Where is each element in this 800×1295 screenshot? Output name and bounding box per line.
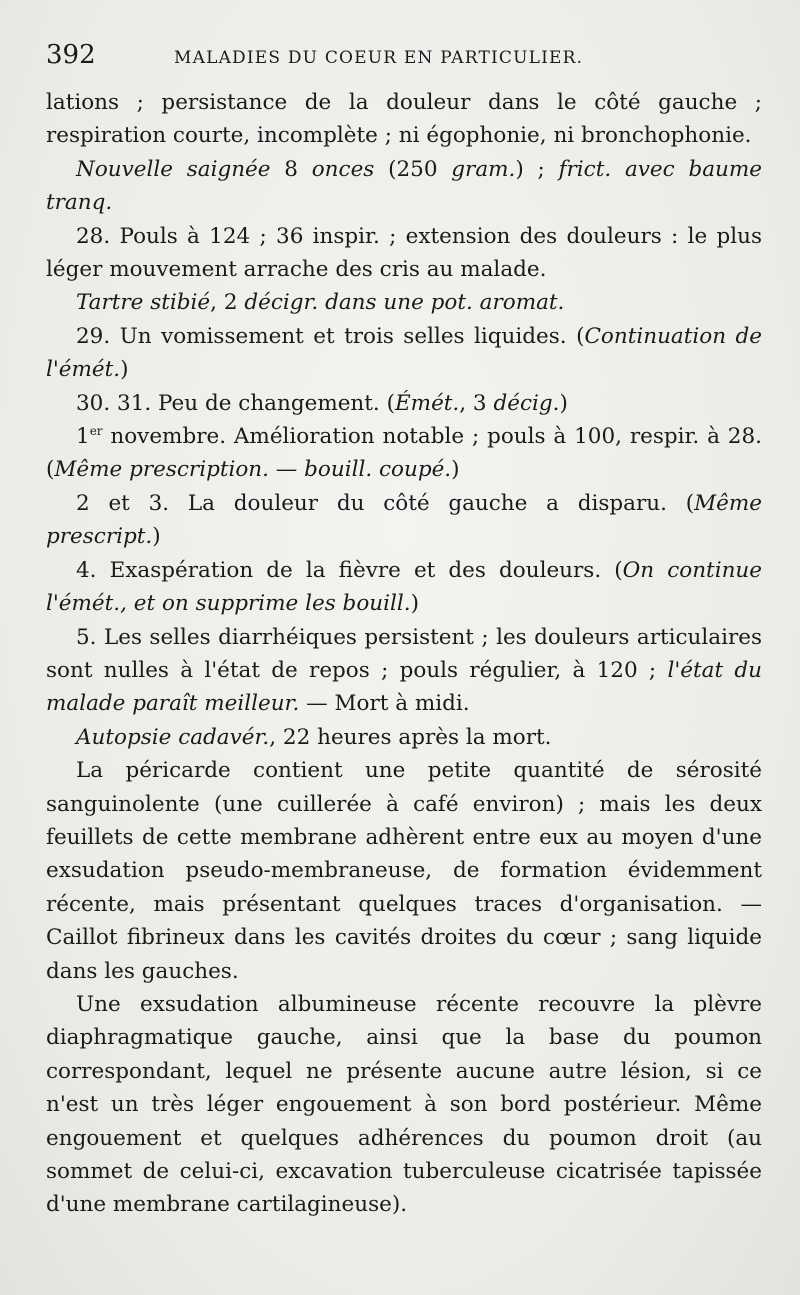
italic-text: Tartre stibié <box>76 290 211 316</box>
text-run: 29. Un vomissement et trois selles liquides. ( <box>76 323 585 349</box>
text-run: 2 et 3. La douleur du côté gauche a disparu. ( <box>76 490 695 516</box>
text-run: , 22 heures après la mort. <box>269 724 552 750</box>
italic-text: frict. avec baume tranq. <box>46 156 762 216</box>
paragraph <box>46 754 762 988</box>
paragraph <box>46 153 762 220</box>
text-run: lations ; persistance de la douleur dans le côté gauche ; respiration courte, incomplète ; ni égophonie, ni bronchophonie. <box>46 90 762 149</box>
paragraph <box>46 420 762 487</box>
text-run: — Mort à midi. <box>299 691 470 717</box>
text-run: 5. Les selles diarrhéiques persistent ; les douleurs articulaires sont nulles à l'état de repos ; pouls régulier, à 120 ; <box>46 624 762 683</box>
paragraph <box>46 387 762 420</box>
italic-text: Autopsie cadavér. <box>76 724 270 750</box>
text-run: novembre. Amélioration notable ; pouls à 100, respir. à 28. ( <box>46 424 762 483</box>
text-run: ) ; <box>515 156 559 182</box>
text-run: 8 <box>270 156 312 182</box>
italic-text: On continue l'émét., et on supprime les bouill. <box>46 557 762 617</box>
italic-text: décigr. dans une pot. aromat. <box>244 290 565 316</box>
running-head: MALADIES DU COEUR EN PARTICULIER. <box>174 48 584 68</box>
paragraph <box>46 220 762 287</box>
paragraph <box>46 286 762 319</box>
italic-text: Émét. <box>394 390 460 416</box>
body-text <box>46 86 762 1222</box>
italic-text: Même prescription. — bouill. coupé. <box>54 457 452 483</box>
italic-text: l'état du malade paraît meilleur. <box>46 657 762 717</box>
italic-text: Même prescript. <box>46 490 762 550</box>
text-run: La péricarde contient une petite quantité de sérosité sanguinolente (une cuillerée à café environ) ; mais les deux feuillets de cette membrane adhèrent entre eux au moyen d'une exsudation pseudo-membraneuse, de formation évidemment récente, mais présentant quelques traces d'organisation. — Caillot fibrineux dans les cavités droites du cœur ; sang liquide dans les gauches. <box>46 758 762 984</box>
text-run: ) <box>451 457 460 483</box>
page-number: 392 <box>46 40 96 70</box>
italic-text: onces <box>311 156 375 182</box>
superscript-text: er <box>89 423 103 438</box>
text-run: 1 <box>76 424 90 450</box>
italic-text: Continuation de l'émét. <box>46 323 763 383</box>
paragraph <box>46 621 762 721</box>
text-run: , 2 <box>210 290 245 316</box>
text-run: ) <box>559 390 568 416</box>
text-run: 30. 31. Peu de changement. ( <box>76 390 395 416</box>
text-run: 28. Pouls à 124 ; 36 inspir. ; extension des douleurs : le plus léger mouvement arrache des cris au malade. <box>46 223 762 283</box>
text-run: ) <box>410 591 419 617</box>
page-header <box>46 40 762 82</box>
paragraph <box>46 554 762 621</box>
paragraph <box>46 721 762 754</box>
text-run: 4. Exaspération de la fièvre et des douleurs. ( <box>76 557 623 583</box>
text-run: (250 <box>374 156 452 182</box>
text-run: ) <box>120 357 129 383</box>
text-run: , 3 <box>459 390 494 416</box>
italic-text: décig. <box>493 390 560 416</box>
paragraph <box>46 487 762 554</box>
italic-text: gram. <box>451 156 516 182</box>
italic-text: Nouvelle saignée <box>76 156 271 182</box>
paragraph <box>46 988 762 1222</box>
paragraph <box>46 86 762 153</box>
text-run: ) <box>152 524 161 550</box>
text-run: Une exsudation albumineuse récente recouvre la plèvre diaphragmatique gauche, ainsi que la base du poumon correspondant, lequel ne présente aucune autre lésion, si ce n'est un très léger engouement à son bord postérieur. Même engouement et quelques adhérences du poumon droit (au sommet de celui-ci, excavation tuberculeuse cicatrisée tapissée d'une membrane cartilagineuse). <box>46 991 762 1218</box>
paragraph <box>46 320 762 387</box>
